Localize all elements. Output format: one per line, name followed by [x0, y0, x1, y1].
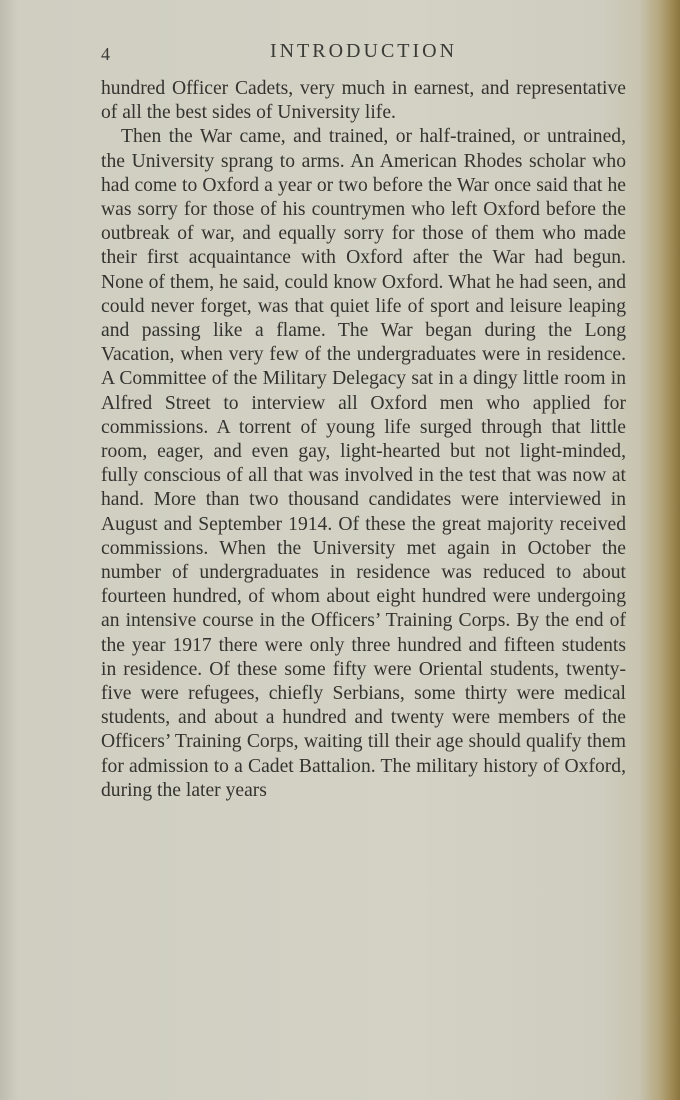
- paragraph-continued: hundred Officer Cadets, very much in earnest, and representative of all the best sides of University life.: [101, 78, 626, 124]
- page-header: [101, 38, 626, 68]
- body-text: [101, 77, 626, 803]
- paragraph-war: Then the War came, and trained, or half-trained, or untrained, the University sprang to arms. An American Rhodes scholar who had come to Oxford a year or two before the War once said that he was sorry for those of his countrymen who left Oxford before the outbreak of war, and equally sorry for those of them who made their first acquaintance with Oxford after the War had begun. None of them, he said, could know Oxford. What he had seen, and could never forget, was that quiet life of sport and leisure leaping and passing like a flame. The War began during the Long Vacation, when very few of the undergraduates were in residence. A Committee of the Military Delegacy sat in a dingy little room in Alfred Street to interview all Oxford men who applied for commissions. A torrent of young life surged through that little room, eager, and even gay, light-hearted but not light-minded, fully conscious of all that was involved in the test that was now at hand. More than two thousand candidates were interviewed in August and September 1914. Of these the great majority received commissions. When the University met again in October the number of undergraduates in residence was reduced to about fourteen hundred, of whom about eight hundred were undergoing an intensive course in the Officers’ Training Corps. By the end of the year 1917 there were only three hundred and fifteen students in residence. Of these some fifty were Oriental students, twenty-five were refugees, chiefly Serbians, some thirty were medical students, and about a hundred and twenty were members of the Officers’ Training Corps, waiting till their age should qualify them for admission to a Cadet Battalion. The military history of Oxford, during the later years: [101, 126, 626, 801]
- running-head: INTRODUCTION: [269, 40, 458, 62]
- page-number: 4: [101, 44, 110, 64]
